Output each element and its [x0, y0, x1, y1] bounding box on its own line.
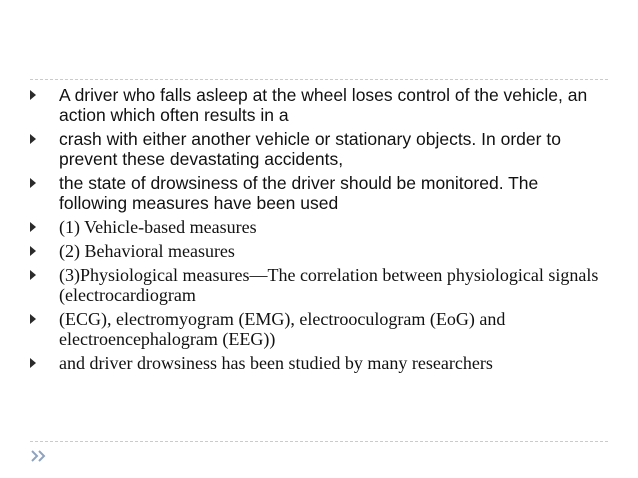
bullet-item	[30, 173, 610, 213]
bullet-item	[30, 265, 610, 305]
bullet-text: and driver drowsiness has been studied by many researchers	[59, 353, 493, 373]
bullet-text: the state of drowsiness of the driver should be monitored. The following measures have been used	[59, 173, 539, 213]
triangle-right-icon	[30, 270, 36, 280]
bullet-item	[30, 129, 610, 169]
bullet-text: (2) Behavioral measures	[59, 241, 235, 261]
bullet-item	[30, 217, 610, 237]
triangle-right-icon	[30, 314, 36, 324]
bottom-divider	[30, 441, 608, 442]
top-divider	[30, 79, 608, 80]
bullet-item	[30, 241, 610, 261]
triangle-right-icon	[30, 178, 36, 188]
bullet-text: (1) Vehicle-based measures	[59, 217, 257, 237]
triangle-right-icon	[30, 90, 36, 100]
triangle-right-icon	[30, 358, 36, 368]
bullet-text: crash with either another vehicle or stationary objects. In order to prevent these devastating accidents,	[59, 129, 561, 169]
bullet-text: (3)Physiological measures—The correlation between physiological signals (electrocardiogram	[59, 265, 599, 305]
double-chevron-right-icon	[30, 450, 50, 462]
bullet-text: (ECG), electromyogram (EMG), electrooculogram (EoG) and electroencephalogram (EEG))	[59, 309, 506, 349]
bullet-text: A driver who falls asleep at the wheel loses control of the vehicle, an action which often results in a	[59, 85, 588, 125]
triangle-right-icon	[30, 222, 36, 232]
triangle-right-icon	[30, 246, 36, 256]
triangle-right-icon	[30, 134, 36, 144]
bullet-list	[30, 85, 610, 377]
bullet-item	[30, 353, 610, 373]
bullet-item	[30, 85, 610, 125]
bullet-item	[30, 309, 610, 349]
